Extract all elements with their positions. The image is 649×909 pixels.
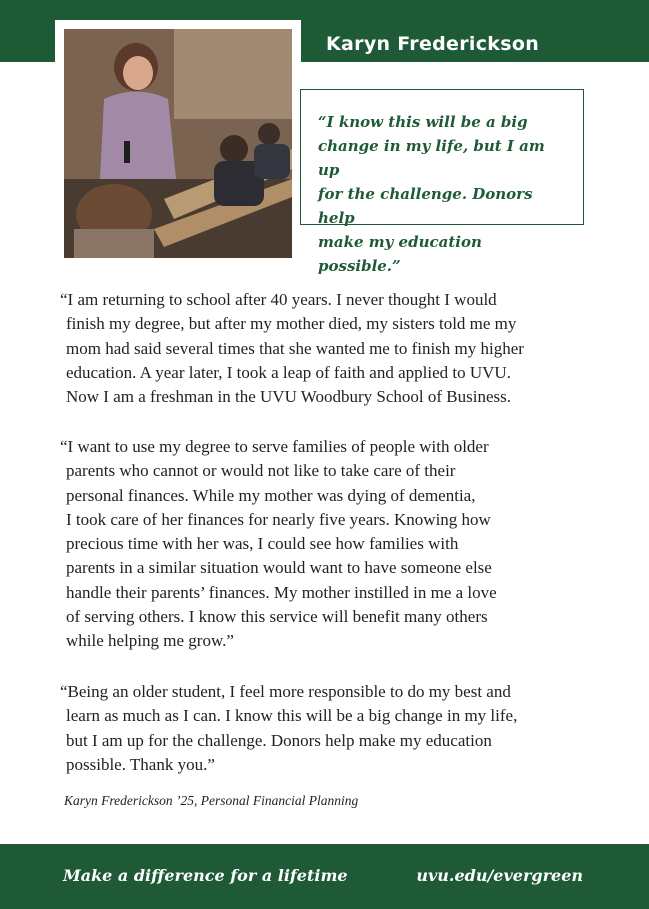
paragraph-1: “I am returning to school after 40 years. I never thought I would finish my degree, but after my mother died, my sisters told me my mom had said several times that she wanted me to finish my higher education. A year later, I took a leap of faith and applied to UVU. Now I am a freshman in the UVU Woodbury School of Business. xyxy=(60,290,524,407)
student-photo xyxy=(64,29,292,258)
student-name: Karyn Frederickson xyxy=(326,33,540,55)
paragraph-3: “Being an older student, I feel more responsible to do my best and learn as much as I can. I know this will be a big change in my life, but I am up for the challenge. Donors help make my education possible. Thank you.” xyxy=(60,682,518,774)
paragraph-2: “I want to use my degree to serve families of people with older parents who cannot or would not like to take care of their personal finances. While my mother was dying of dementia, I took care of her finances for nearly five years. Knowing how precious time with her was, I could see how families with parents in a similar situation would want to have someone else handle their parents’ finances. My mother instilled in me a love of serving others. I know this service will benefit many others while helping me grow.” xyxy=(60,437,497,651)
footer-tagline: Make a difference for a lifetime xyxy=(63,866,348,885)
attribution: Karyn Frederickson ’25, Personal Financial Planning xyxy=(64,793,359,808)
photo-person-icon xyxy=(64,29,292,258)
footer-url-link[interactable]: uvu.edu/evergreen xyxy=(416,866,583,885)
pull-quote: “I know this will be a big change in my life, but I am up for the challenge. Donors help make my education possible.” xyxy=(318,113,545,275)
